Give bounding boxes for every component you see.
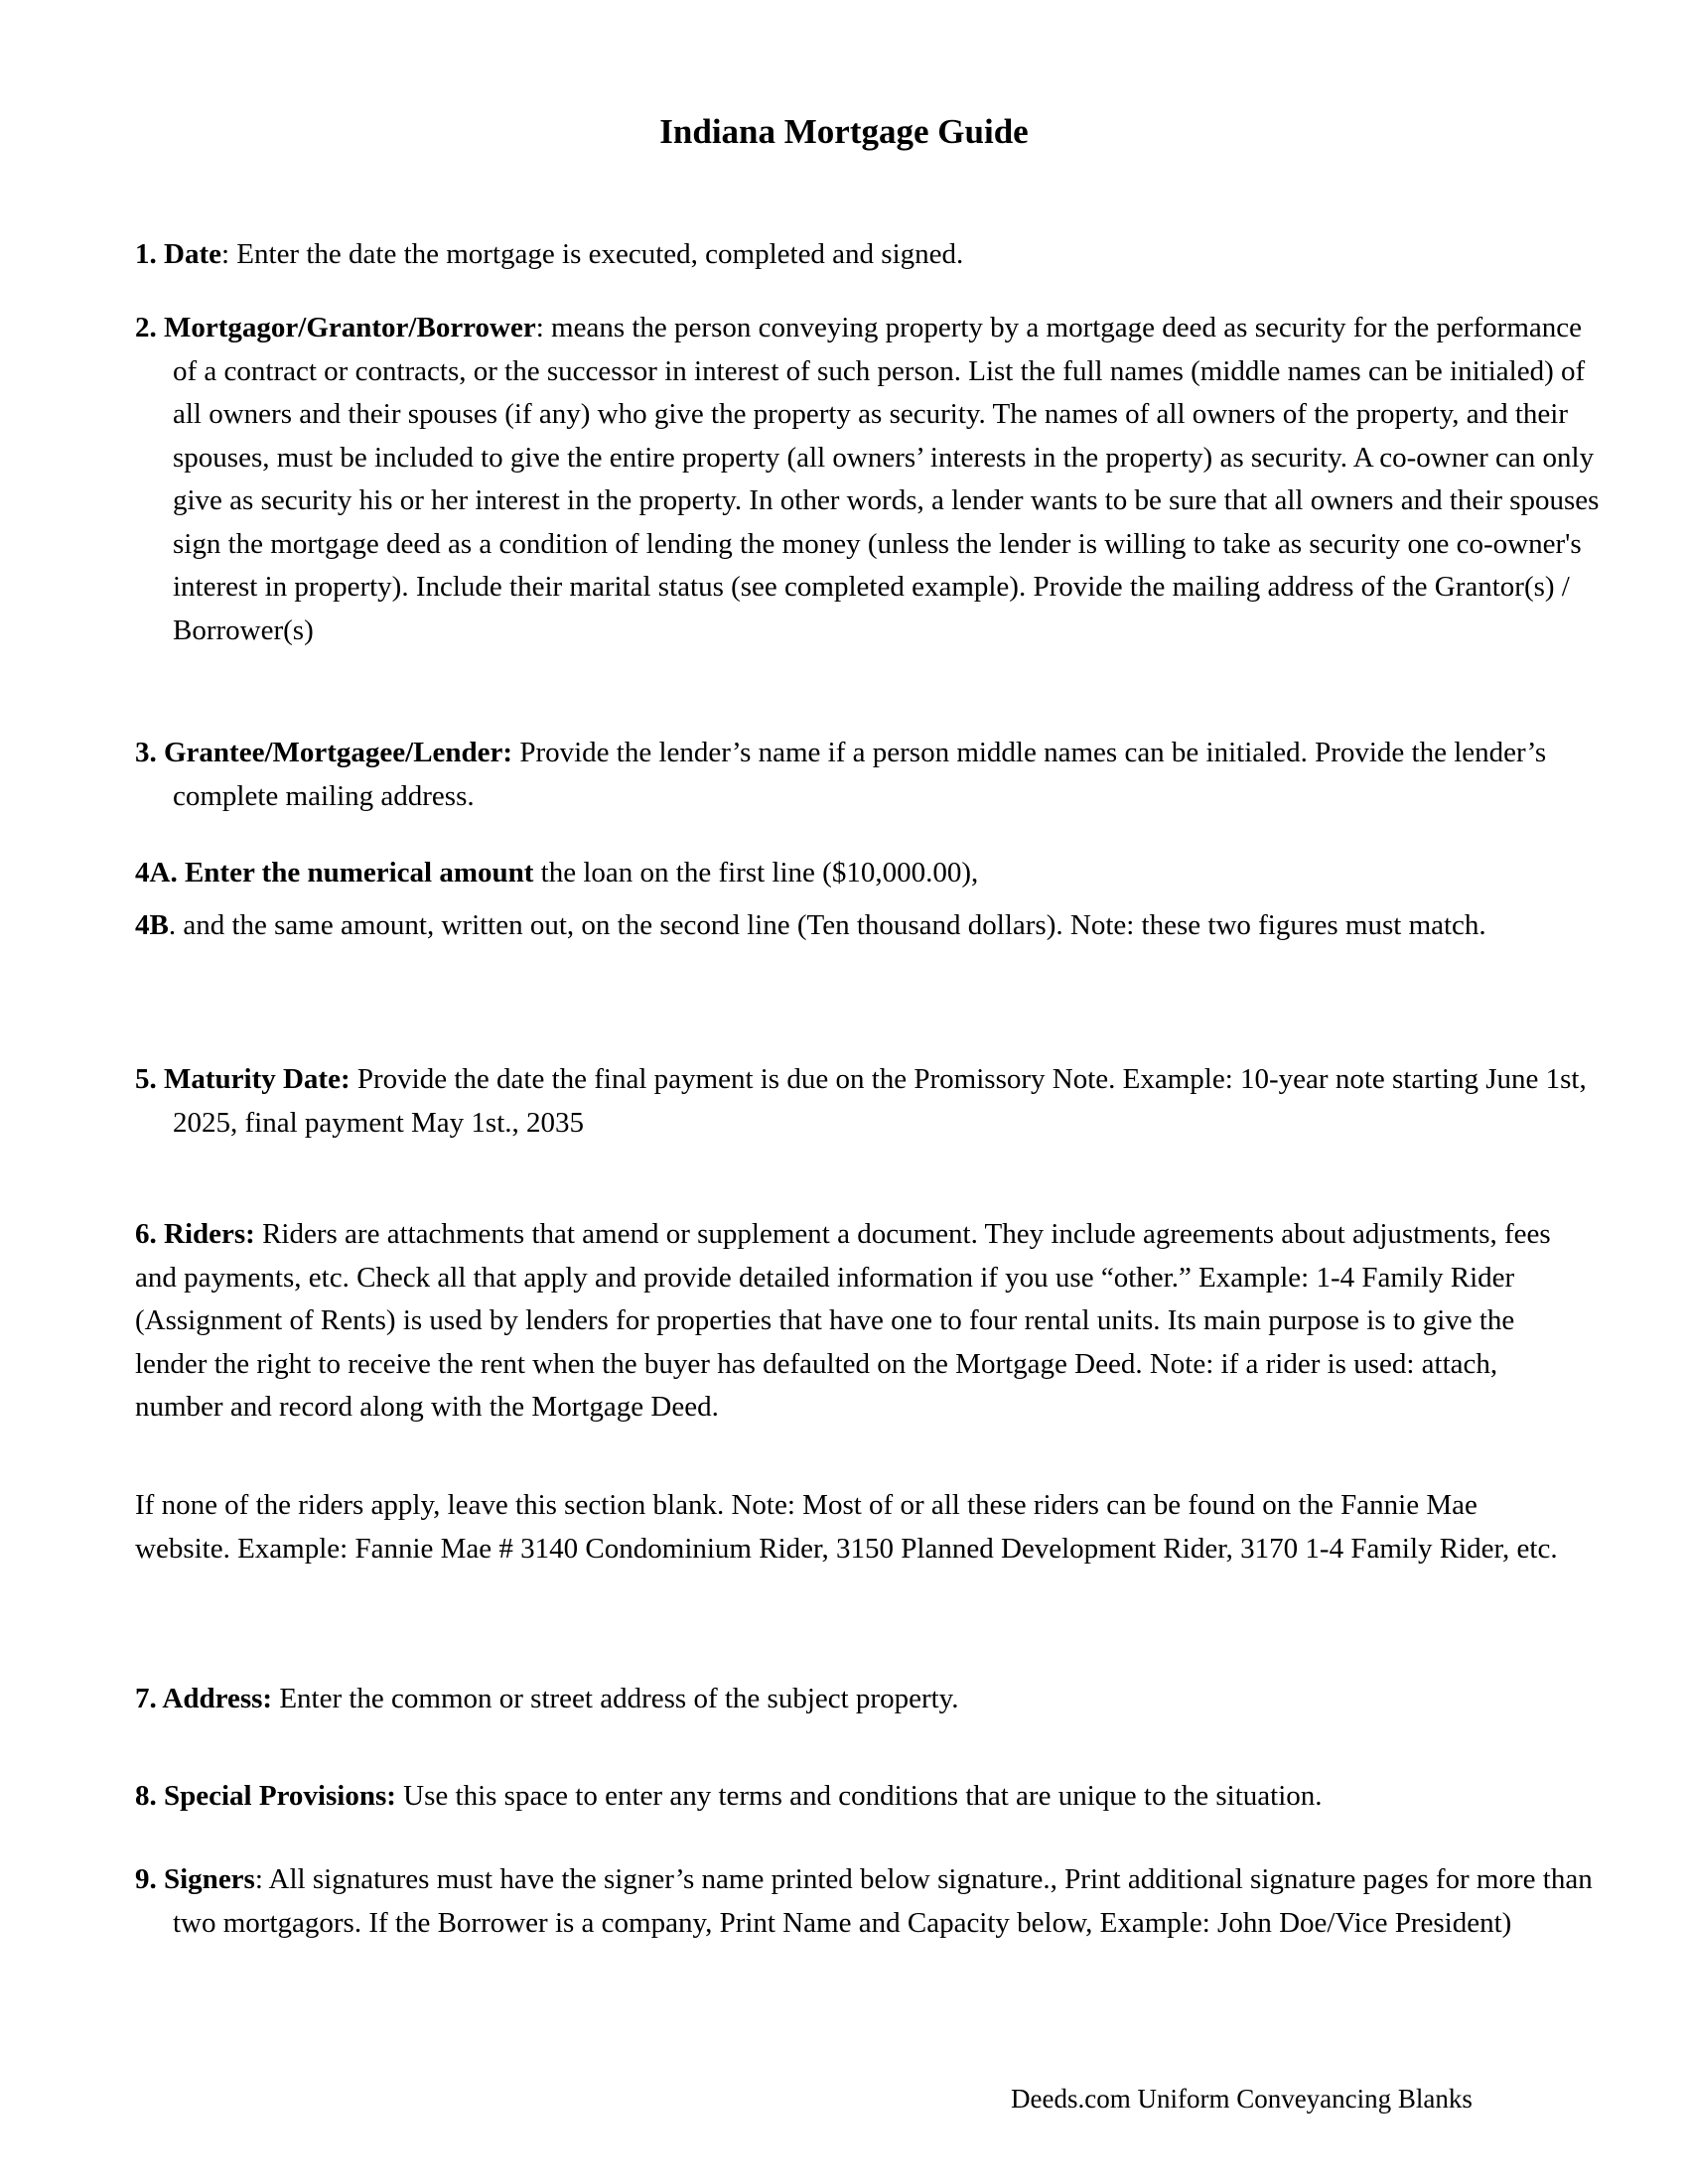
item-grantee: [135, 732, 1613, 818]
page-title: Indiana Mortgage Guide: [659, 112, 1029, 151]
item-label: 1. Date: [135, 238, 221, 270]
item-text: Riders are attachments that amend or supplement a document. They include agreements about adjustments, fees and payments, etc. Check all that apply and provide detailed information if you use “other.” Example: 1-4 Family Rider (Assignment of Rents) is used by lenders for properties that have one to four rental units. Its main purpose is to give the lender the right to receive the rent when the buyer has defaulted on the Mortgage Deed. Note: if a rider is used: attach, number and record along with the Mortgage Deed.: [135, 1218, 1551, 1423]
item-text: Provide the date the final payment is due on the Promissory Note. Example: 10-year note starting June 1st, 2025, final payment May 1st., 2035: [173, 1063, 1587, 1139]
item-text: : All signatures must have the signer’s name printed below signature., Print additional signature pages for more than two mortgagors. If the Borrower is a company, Print Name and Capacity below, Example: John Doe/Vice President): [173, 1863, 1593, 1939]
footer: Deeds.com Uniform Conveyancing Blanks: [1011, 2084, 1473, 2114]
item-label: 7. Address:: [135, 1683, 273, 1714]
item-text: If none of the riders apply, leave this section blank. Note: Most of or all these riders can be found on the Fannie Mae website. Example: Fannie Mae # 3140 Condominium Rider, 3150 Planned Development Rider, 3170 1-4 Family Rider, etc.: [135, 1489, 1558, 1565]
item-riders: [135, 1213, 1573, 1430]
item-written-amount: [135, 904, 1613, 948]
item-text: Use this space to enter any terms and conditions that are unique to the situation.: [395, 1780, 1323, 1812]
item-signers: [135, 1858, 1613, 1945]
item-text: : Enter the date the mortgage is executed, completed and signed.: [220, 238, 964, 270]
item-label: 4A. Enter the numerical amount: [135, 857, 534, 888]
item-label: 6. Riders:: [135, 1218, 255, 1250]
item-text: . and the same amount, written out, on the second line (Ten thousand dollars). Note: these two figures must match.: [168, 909, 1486, 941]
item-maturity-date: [135, 1058, 1613, 1145]
item-label: 4B: [135, 909, 169, 941]
item-label: 3. Grantee/Mortgagee/Lender:: [135, 737, 513, 768]
item-riders-note: [135, 1484, 1573, 1570]
item-numerical-amount: [135, 852, 1613, 895]
item-special-provisions: [135, 1775, 1613, 1819]
item-text: : means the person conveying property by a mortgage deed as security for the performance of a contract or contracts, or the successor in interest of such person. List the full names (middle names can be initialed) of all owners and their spouses (if any) who give the property as security. The names of all owners of the property, and their spouses, must be included to give the entire property (all owners’ interests in the property) as security. A co-owner can only give as security his or her interest in the property. In other words, a lender wants to be sure that all owners and their spouses sign the mortgage deed as a condition of lending the money (unless the lender is willing to take as security one co-owner's interest in property). Include their marital status (see completed example). Provide the mailing address of the Grantor(s) / Borrower(s): [173, 312, 1600, 646]
item-text: the loan on the first line ($10,000.00),: [533, 857, 979, 888]
item-label: 5. Maturity Date:: [135, 1063, 351, 1095]
item-label: 2. Mortgagor/Grantor/Borrower: [135, 312, 536, 343]
item-text: Provide the lender’s name if a person middle names can be initialed. Provide the lender’s complete mailing address.: [173, 737, 1547, 812]
item-text: Enter the common or street address of the subject property.: [272, 1683, 959, 1714]
item-mortgagor: [135, 307, 1613, 652]
item-address: [135, 1678, 1613, 1721]
item-label: 8. Special Provisions:: [135, 1780, 396, 1812]
item-label: 9. Signers: [135, 1863, 255, 1895]
item-date: [135, 233, 1613, 277]
